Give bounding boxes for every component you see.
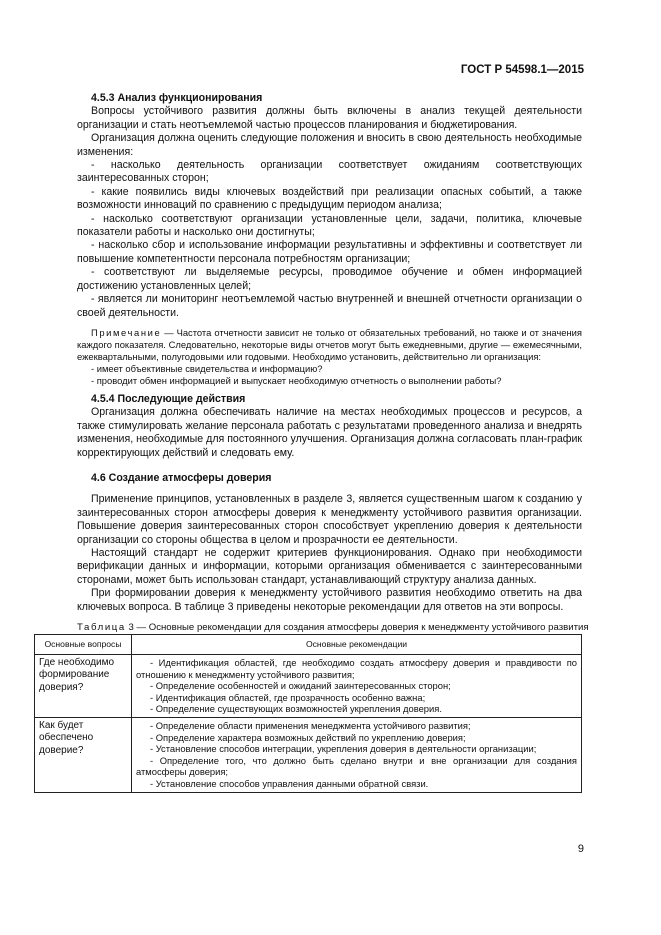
recommendation-item: - Определение характера возможных действий по укреплению доверия; — [150, 731, 466, 743]
question-cell: Как будет обеспечено доверие? — [35, 717, 132, 792]
standard-header: ГОСТ Р 54598.1—2015 — [460, 64, 584, 76]
recommendation-item: - Определение того, что должно быть сделано внутри и вне организации для создания атмосферы доверия; — [136, 754, 577, 778]
list-item: - соответствуют ли выделяемые ресурсы, проводимое обучение и обмен информацией достижению установленных целей; — [77, 266, 582, 292]
paragraph: При формировании доверия к менеджменту устойчивого развития необходимо ответить на два ключевых вопроса. В таблице 3 приведены некоторые рекомендации для ответов на эти вопросы. — [77, 587, 582, 613]
paragraph: Настоящий стандарт не содержит критериев функционирования. Однако при необходимости верификации данных и информации, которыми организация обменивается с заинтересованными сторонами, может быть использован стандарт, устанавливающий структуру анализа данных. — [77, 546, 582, 586]
table-row — [35, 717, 582, 792]
note-item: - имеет объективные свидетельства и информацию? — [91, 362, 323, 374]
recommendation-item: - Определение существующих возможностей укрепления доверия. — [150, 703, 442, 715]
note-label: Примечание — [91, 326, 162, 338]
table-caption-text: 3 — Основные рекомендации для создания атмосферы доверия к менеджменту устойчивого развития — [125, 622, 589, 633]
section-heading-46: 4.6 Создание атмосферы доверия — [91, 471, 272, 484]
list-item: - насколько соответствуют организации установленные цели, задачи, политика, ключевые показатели работы и насколько они достигнуты; — [77, 212, 582, 239]
recommendation-item: - Установление способов управления данными обратной связи. — [150, 777, 429, 789]
table-header-row — [35, 635, 582, 655]
section-heading-454: 4.5.4 Последующие действия — [91, 392, 246, 405]
table-row — [35, 655, 582, 718]
list-item: - какие появились виды ключевых воздействий при реализации опасных событий, а также возможности инноваций по сравнению с предыдущим периодом анализа; — [77, 185, 582, 212]
recommendation-cell — [132, 655, 582, 718]
recommendations-table — [34, 634, 582, 792]
recommendation-cell — [132, 717, 582, 792]
recommendation-item: - Определение области применения менеджмента устойчивого развития; — [150, 719, 471, 731]
question-cell: Где необходимо формирование доверия? — [35, 655, 132, 718]
list-item: - насколько деятельность организации соответствует ожиданиям соответствующих заинтересованных сторон; — [77, 159, 582, 185]
section-heading-453: 4.5.3 Анализ функционирования — [91, 92, 263, 104]
note-text: — Частота отчетности зависит не только от обязательных требований, но также и от значения каждого показателя. Следовательно, некоторые виды отчетов могут быть ежедневными, другие — ежемесячными, ежеквартальными, полугодовыми или годовыми. Необходимо установить, действительно ли организация: — [77, 326, 582, 362]
recommendation-item: - Идентификация областей, где необходимо создать атмосферу доверия и правдивости по отношению к менеджменту устойчивого развития; — [136, 657, 577, 680]
note-paragraph — [77, 327, 582, 363]
paragraph: Организация должна обеспечивать наличие на местах необходимых процессов и ресурсов, а также стимулировать желание персонала работать с результатами проведенного анализа и внедрять изменения, необходимые для постоянного улучшения. Организация должна согласовать план-график корректирующих действий и следовать ему. — [77, 406, 582, 459]
paragraph: Организация должна оценить следующие положения и вносить в свою деятельность необходимые изменения: — [77, 132, 582, 158]
recommendation-item: - Идентификация областей, где прозрачность особенно важна; — [150, 691, 426, 703]
column-header-recommendations: Основные рекомендации — [132, 635, 582, 655]
note-item: - проводит обмен информацией и выпускает необходимую отчетность о выполнении работы? — [91, 374, 502, 386]
table-caption — [77, 621, 627, 634]
column-header-questions: Основные вопросы — [35, 635, 132, 655]
list-item: - является ли мониторинг неотъемлемой частью внутренней и внешней отчетности организации о своей деятельности. — [77, 293, 582, 319]
page-content — [39, 92, 589, 793]
paragraph: Вопросы устойчивого развития должны быть включены в анализ текущей деятельности организации и стать неотъемлемой частью процессов планирования и бюджетирования. — [77, 105, 582, 131]
recommendation-item: - Определение особенностей и ожиданий заинтересованных сторон; — [150, 680, 451, 692]
recommendation-item: - Установление способов интеграции, укрепления доверия в деятельности организации; — [150, 743, 537, 755]
page-number: 9 — [577, 843, 584, 855]
list-item: - насколько сбор и использование информации результативны и эффективны и соответствует ли повышение компетентности персонала потребностям организации; — [77, 239, 582, 265]
table-caption-label: Таблица — [77, 622, 126, 633]
note-block — [77, 327, 582, 387]
paragraph: Применение принципов, установленных в разделе 3, является существенным шагом к созданию у заинтересованных сторон атмосферы доверия к менеджменту устойчивого развития организации. Повышение доверия заинтересованных сторон способствует укреплению доверия к деятельности организации со стороны общества в целом и прозрачности ее деятельности. — [77, 493, 582, 546]
